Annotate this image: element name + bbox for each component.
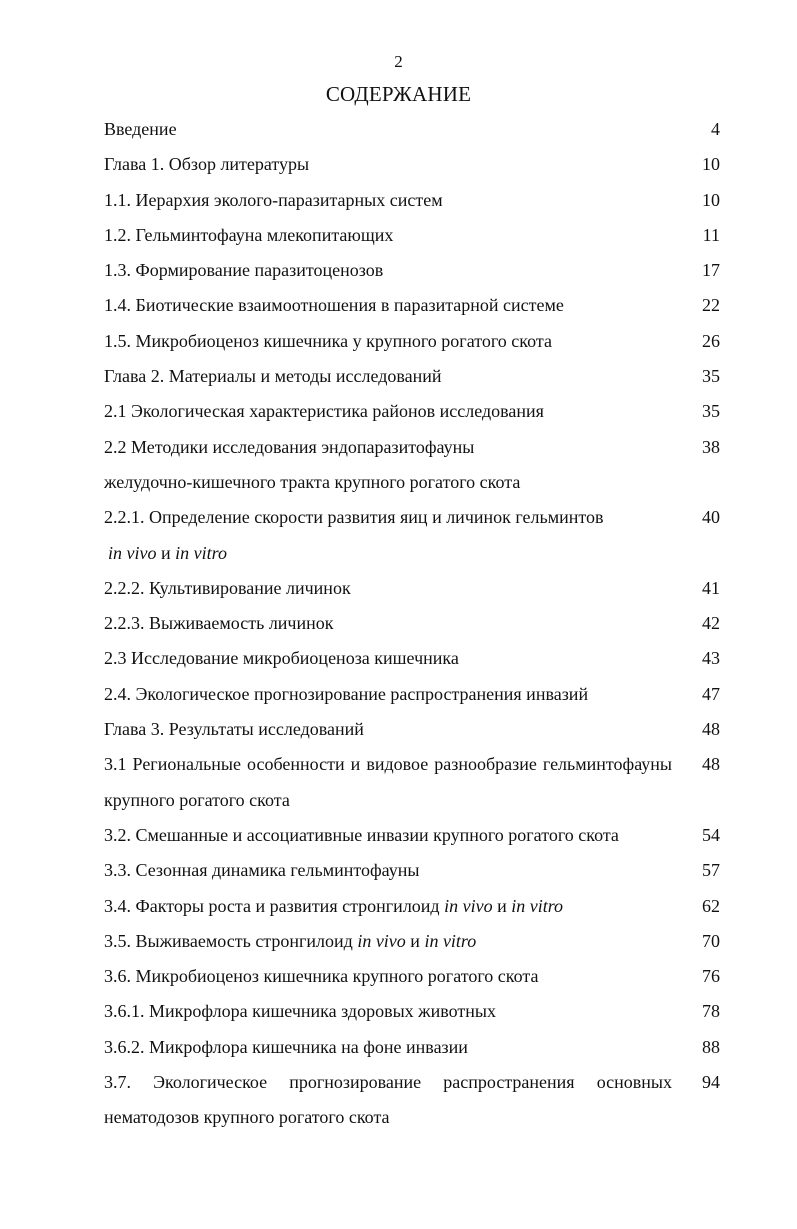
toc-entry-page: 62 [702, 895, 720, 916]
toc-entry-title: 2.2 Методики исследования эндопаразитофауны желудочно-кишечного тракта крупного рогатого скота [104, 436, 521, 492]
toc-entry-2-2-2 [104, 571, 720, 606]
toc-entry-1-4 [104, 288, 720, 323]
latin-term: in vivo [357, 930, 406, 951]
toc-entry-page: 35 [702, 401, 720, 422]
toc-entry-3-1 [104, 747, 720, 818]
toc-entry-intro [104, 112, 720, 147]
toc-entry-page: 26 [702, 330, 720, 351]
page-number: 2 [394, 52, 403, 71]
toc-entry-page: 4 [711, 119, 720, 139]
toc-entry-2-3 [104, 641, 720, 676]
toc-entry-3-6 [104, 959, 720, 994]
toc-entry-page: 47 [702, 683, 720, 704]
latin-term: in vivo [108, 542, 157, 563]
toc-entry-3-6-2 [104, 1030, 720, 1065]
toc-entry-3-5 [104, 924, 720, 959]
toc-entry-title-line: 2.2.1. Определение скорости развития яиц и личинок гельминтов [104, 507, 604, 528]
toc-entry-1-3 [104, 253, 720, 288]
toc-entry-title: 3.6.1. Микрофлора кишечника здоровых животных [104, 1001, 496, 1022]
toc-entry-title: 2.2.3. Выживаемость личинок [104, 613, 334, 634]
toc-entry-chapter-1 [104, 147, 720, 182]
toc-entry-title-text: 3.5. Выживаемость стронгилоид [104, 930, 358, 951]
latin-term: in vivo [444, 895, 493, 916]
toc-entry-title: 3.7. Экологическое прогнозирование распространения основных нематодозов крупного рогатого скота [104, 1072, 672, 1128]
toc-entry-page: 57 [702, 860, 720, 881]
toc-entry-page: 70 [702, 930, 720, 951]
toc-entry-title: 3.3. Сезонная динамика гельминтофауны [104, 860, 420, 881]
toc-entry-1-5 [104, 324, 720, 359]
toc-entry-title: Введение [104, 119, 177, 139]
latin-term: in vitro [424, 930, 477, 951]
toc-entry-page: 42 [702, 613, 720, 634]
toc-entry-2-2-1 [104, 500, 720, 571]
toc-entry-page: 43 [702, 648, 720, 669]
toc-entry-title: 2.2.2. Культивирование личинок [104, 577, 351, 598]
toc-entry-1-2 [104, 218, 720, 253]
toc-entry-1-1 [104, 183, 720, 218]
toc-entry-page: 94 [702, 1072, 720, 1093]
toc-entry-page: 38 [702, 436, 720, 457]
latin-term: in vitro [511, 895, 564, 916]
toc-entry-3-7 [104, 1065, 720, 1136]
toc-entry-title: 1.5. Микробиоценоз кишечника у крупного рогатого скота [104, 330, 552, 351]
toc-entry-title-joiner: и [405, 930, 425, 951]
toc-entry-title: 3.1 Региональные особенности и видовое разнообразие гельминтофауны крупного рогатого скота [104, 754, 672, 810]
toc-entry-3-6-1 [104, 994, 720, 1029]
toc-entry-2-1 [104, 394, 720, 429]
toc-entry-page: 88 [702, 1036, 720, 1057]
toc-entry-page: 48 [702, 754, 720, 775]
toc-entry-page: 17 [702, 260, 720, 281]
toc-entry-title: Глава 1. Обзор литературы [104, 154, 310, 175]
toc-entry-page: 76 [702, 966, 720, 987]
toc-entry-title-joiner: и [492, 895, 512, 916]
toc-entry-page: 40 [702, 507, 720, 528]
toc-entry-2-2-3 [104, 606, 720, 641]
toc-entry-title: 1.2. Гельминтофауна млекопитающих [104, 224, 394, 245]
toc-entry-chapter-3 [104, 712, 720, 747]
toc-entry-title: 1.4. Биотические взаимоотношения в паразитарной системе [104, 295, 564, 316]
toc-entry-page: 35 [702, 366, 720, 387]
toc-entry-title: Глава 2. Материалы и методы исследований [104, 366, 442, 387]
toc-entry-page: 11 [702, 224, 720, 245]
toc-entry-3-3 [104, 853, 720, 888]
toc-entry-title [104, 924, 672, 959]
toc-entry-title: 2.1 Экологическая характеристика районов исследования [104, 401, 544, 422]
toc-entry-title-text: 3.4. Факторы роста и развития стронгилоид [104, 895, 445, 916]
table-of-contents [104, 112, 720, 1136]
toc-entry-title: 2.3 Исследование микробиоценоза кишечника [104, 648, 459, 669]
toc-entry-page: 22 [702, 295, 720, 316]
toc-entry-page: 54 [702, 824, 720, 845]
toc-entry-title: 1.3. Формирование паразитоценозов [104, 260, 384, 281]
toc-entry-3-2 [104, 818, 720, 853]
toc-entry-page: 41 [702, 577, 720, 598]
toc-entry-title [104, 889, 672, 924]
toc-entry-title: Глава 3. Результаты исследований [104, 719, 364, 740]
toc-entry-title: 3.2. Смешанные и ассоциативные инвазии крупного рогатого скота [104, 824, 619, 845]
toc-entry-title: 3.6.2. Микрофлора кишечника на фоне инвазии [104, 1036, 468, 1057]
toc-entry-page: 48 [702, 719, 720, 740]
toc-entry-page: 10 [702, 154, 720, 175]
toc-entry-page: 78 [702, 1001, 720, 1022]
toc-entry-page: 10 [702, 189, 720, 210]
toc-entry-title [104, 500, 672, 571]
toc-entry-2-4 [104, 677, 720, 712]
toc-entry-title: 1.1. Иерархия эколого-паразитарных систем [104, 189, 443, 210]
toc-entry-title-joiner: и [156, 542, 176, 563]
toc-entry-3-4 [104, 889, 720, 924]
page-title: СОДЕРЖАНИЕ [325, 82, 472, 106]
toc-entry-chapter-2 [104, 359, 720, 394]
latin-term: in vitro [175, 542, 227, 563]
toc-entry-title: 3.6. Микробиоценоз кишечника крупного рогатого скота [104, 966, 539, 987]
toc-entry-title: 2.4. Экологическое прогнозирование распространения инвазий [104, 683, 589, 704]
toc-entry-2-2 [104, 430, 720, 501]
